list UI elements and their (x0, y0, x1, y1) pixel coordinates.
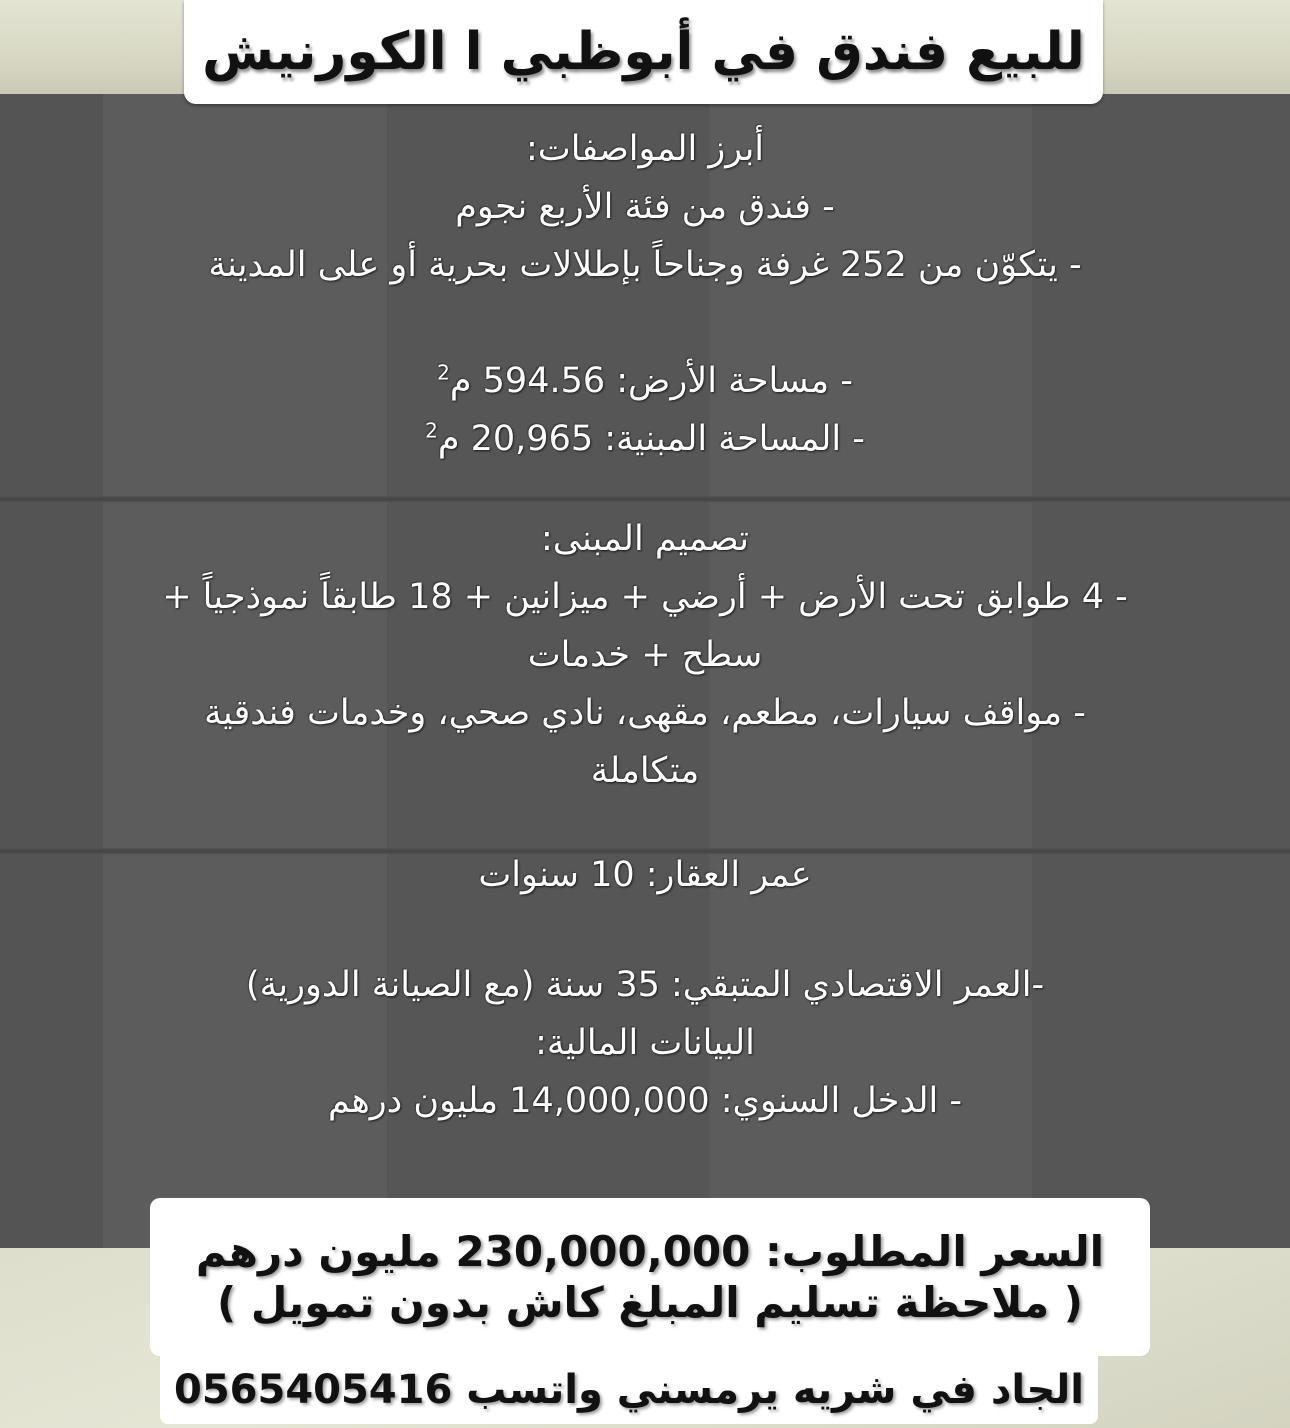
design-heading: تصميم المبنى: (540, 519, 750, 559)
price-banner (150, 1198, 1150, 1356)
contact-banner (160, 1356, 1098, 1424)
spacer (0, 800, 1290, 846)
property-age: عمر العقار: 10 سنوات (478, 855, 812, 895)
page-title: للبيع فندق في أبوظبي ا الكورنيش (202, 22, 1085, 82)
listing-details (0, 120, 1290, 1130)
spacer (0, 904, 1290, 956)
payment-note: ( ملاحظة تسليم المبلغ كاش بدون تمويل ) (217, 1278, 1083, 1327)
remaining-economic-life: -العمر الاقتصادي المتبقي: 35 سنة (مع الصيانة الدورية) (245, 965, 1045, 1005)
design-amenities-line2: متكاملة (590, 751, 700, 791)
design-floors-line1: - 4 طوابق تحت الأرض + أرضي + ميزانين + 18 طابقاً نموذجياً + (162, 577, 1128, 617)
title-banner (184, 0, 1103, 104)
spec-item-star-rating: - فندق من فئة الأربع نجوم (455, 187, 835, 227)
spec-land-area: - مساحة الأرض: 594.56 م$^2$ (437, 360, 853, 401)
asking-price: السعر المطلوب: 230,000,000 مليون درهم (195, 1227, 1105, 1276)
contact-whatsapp[interactable]: الجاد في شريه يرمسني واتسب 0565405416 (173, 1367, 1085, 1413)
financial-heading: البيانات المالية: (535, 1023, 755, 1063)
spec-item-rooms: - يتكوّن من 252 غرفة وجناحاً بإطلالات بحرية أو على المدينة (208, 245, 1082, 285)
spacer (0, 294, 1290, 352)
spacer (0, 468, 1290, 510)
design-amenities-line1: - مواقف سيارات، مطعم، مقهى، نادي صحي، وخدمات فندقية (204, 693, 1086, 733)
spec-built-area: - المساحة المبنية: 20,965 م$^2$ (425, 418, 865, 459)
specs-heading: أبرز المواصفات: (525, 129, 765, 169)
annual-income: - الدخل السنوي: 14,000,000 مليون درهم (328, 1081, 962, 1121)
design-floors-line2: سطح + خدمات (527, 635, 763, 675)
